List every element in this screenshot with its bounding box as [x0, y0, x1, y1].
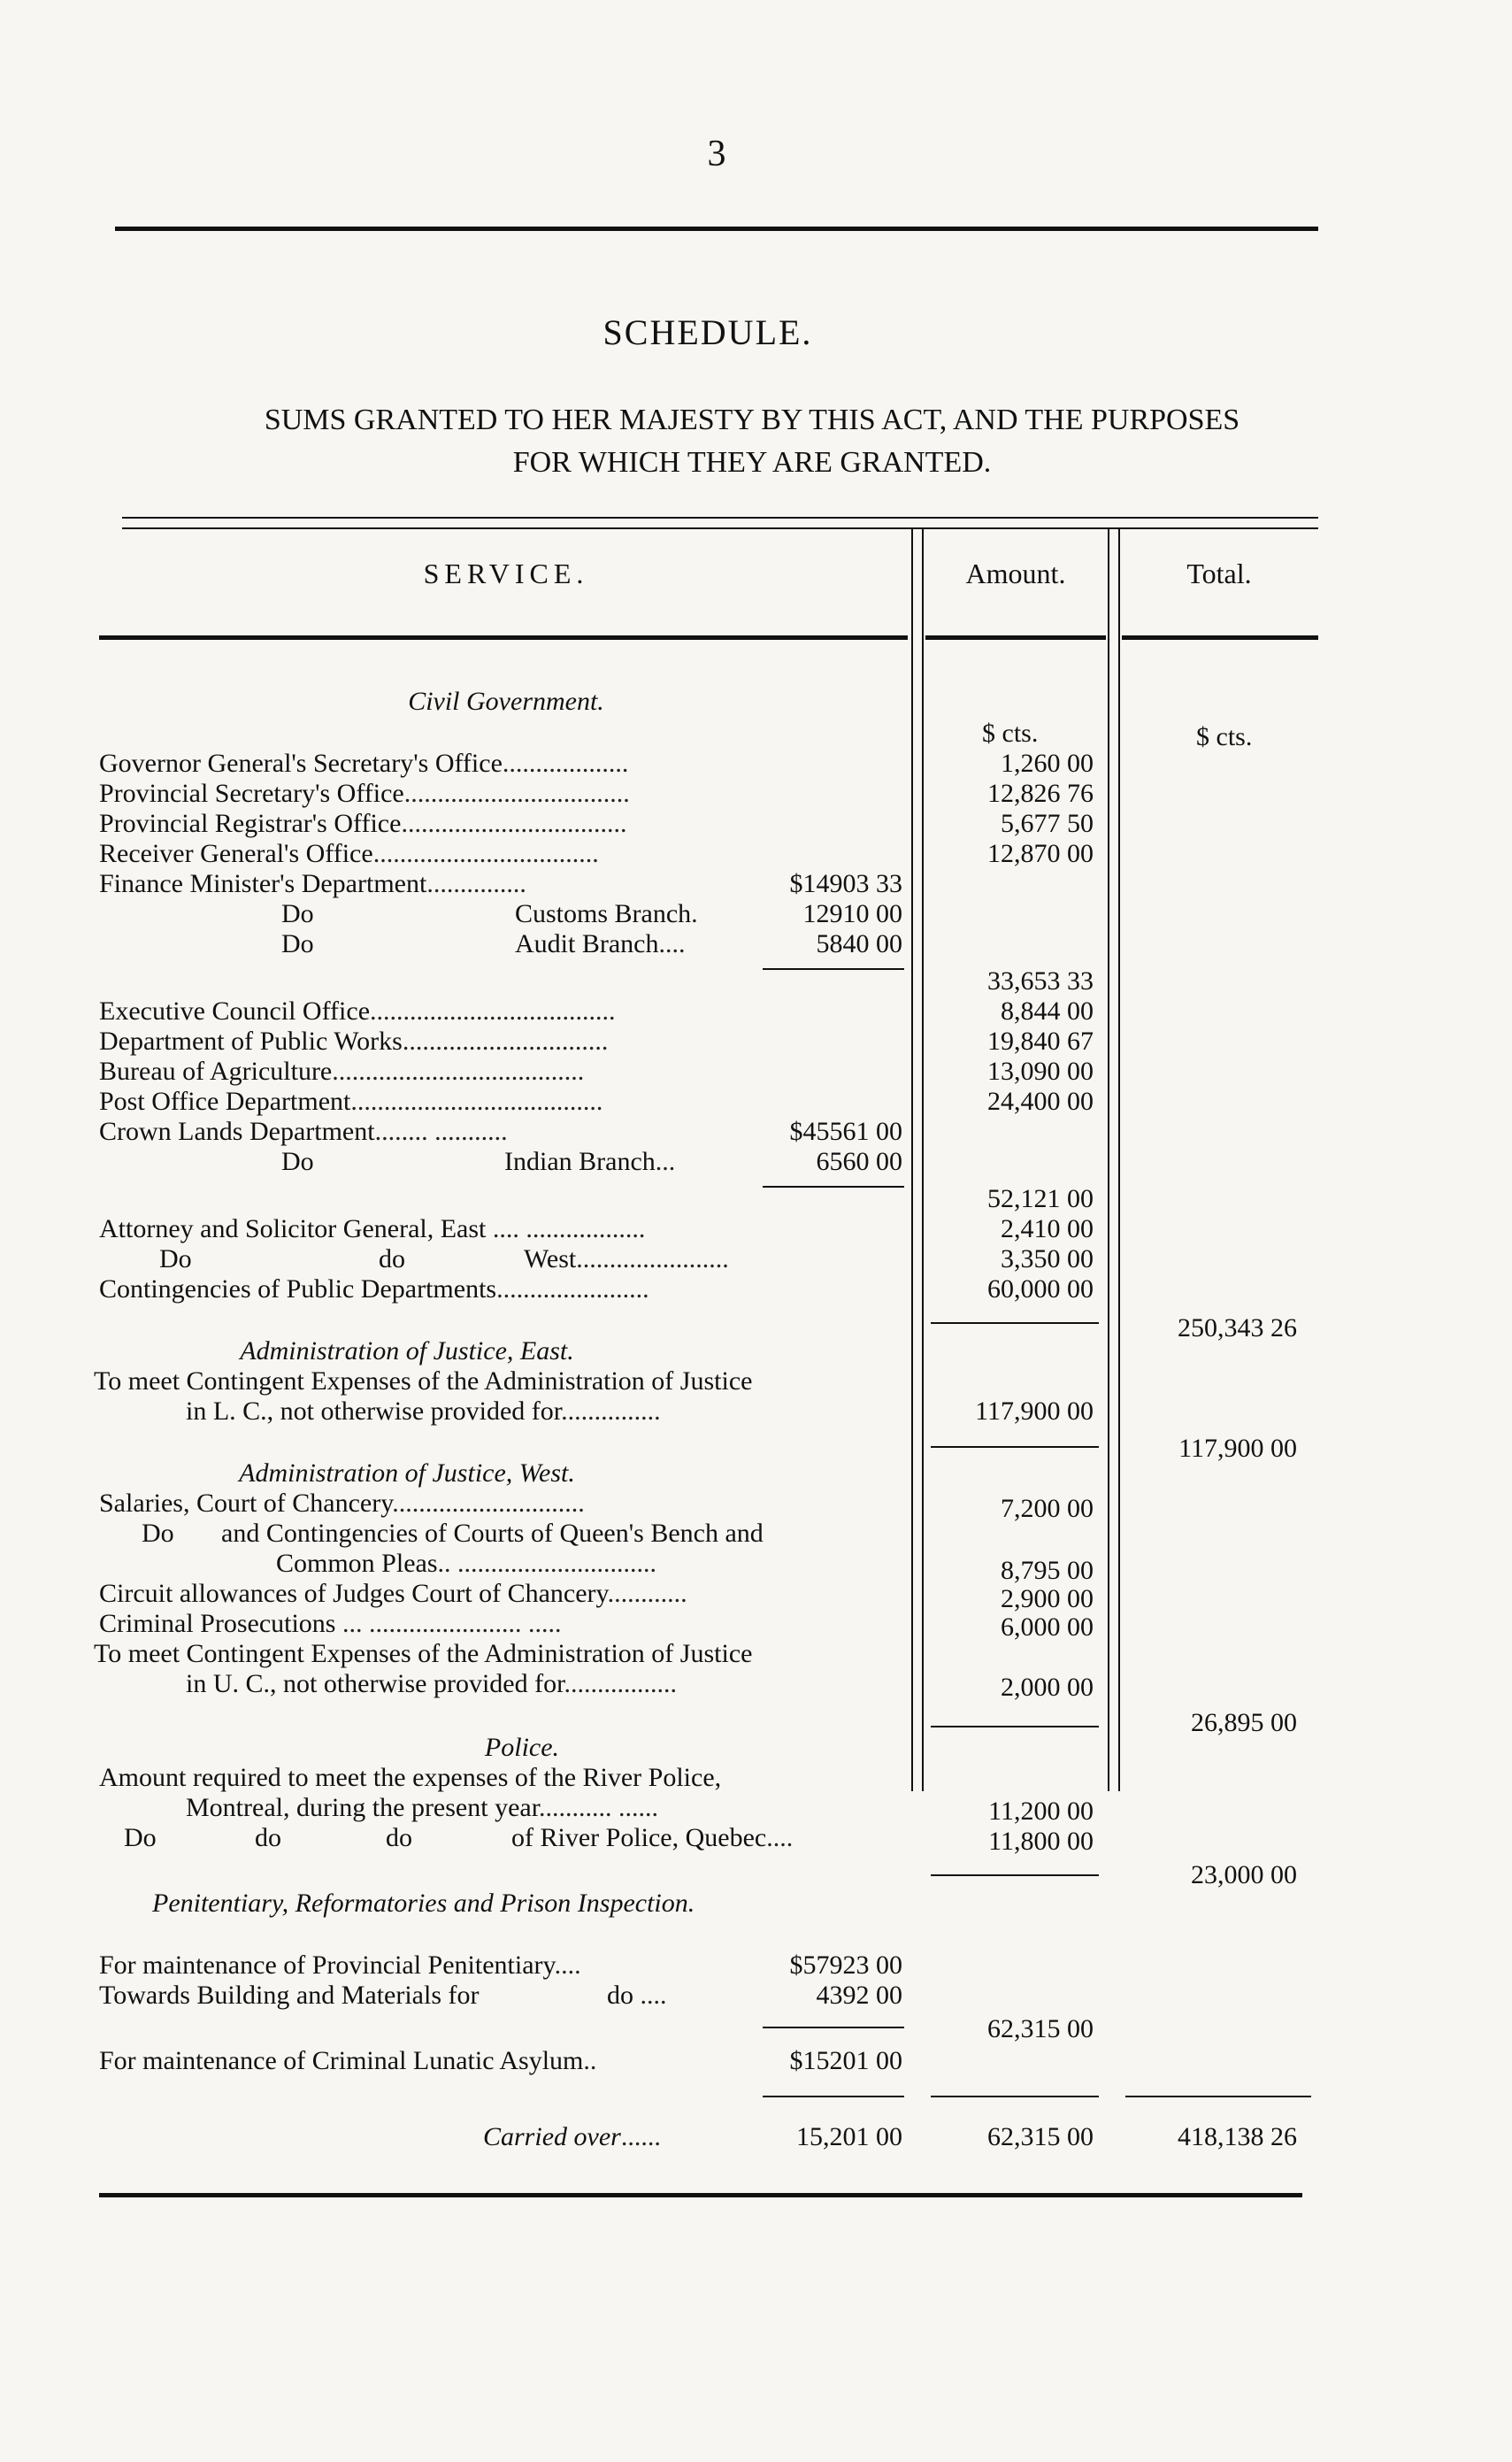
row-label: Provincial Secretary's Office..................................	[99, 779, 630, 808]
row-amount: 7,200 00	[1001, 1494, 1094, 1523]
section-total: 117,900 00	[1178, 1434, 1297, 1463]
row-amount: 2,000 00	[1001, 1673, 1094, 1702]
carried-over-amount: 62,315 00	[987, 2122, 1094, 2151]
row-label: Post Office Department......................................	[99, 1087, 603, 1116]
row-label: Attorney and Solicitor General, East .... ..................	[99, 1214, 646, 1243]
row-amount: 13,090 00	[987, 1057, 1094, 1086]
row-label: Department of Public Works...............................	[99, 1027, 609, 1056]
row-amount: 3,350 00	[1001, 1244, 1094, 1273]
subtotal-rule	[763, 968, 904, 970]
row-amount: 24,400 00	[987, 1087, 1094, 1116]
carried-rule-total	[1125, 2096, 1311, 2097]
amount-total-rule	[931, 1874, 1099, 1876]
row-label: Executive Council Office.....................................	[99, 996, 616, 1026]
amount-units: $ cts.	[982, 719, 1039, 748]
section-total: 26,895 00	[1191, 1708, 1297, 1737]
row-do: do	[255, 1823, 281, 1852]
page-number: 3	[707, 134, 726, 174]
row-amount: 8,844 00	[1001, 996, 1094, 1026]
row-subamount: 5840 00	[816, 929, 902, 958]
row-do: Do	[281, 1147, 314, 1176]
amount-total-rule	[931, 1446, 1099, 1448]
section-civil-government: Civil Government.	[408, 687, 604, 716]
row-do: Do	[124, 1823, 157, 1852]
row-amount: 52,121 00	[987, 1184, 1094, 1213]
row-subamount: $14903 33	[789, 869, 902, 898]
row-amount: 33,653 33	[987, 966, 1094, 996]
table-top-rule-2	[122, 527, 1318, 529]
row-label: For maintenance of Provincial Penitentiary....	[99, 1950, 581, 1980]
row-label: Amount required to meet the expenses of the River Police,	[99, 1763, 722, 1792]
row-label: Governor General's Secretary's Office...................	[99, 749, 629, 778]
row-label: To meet Contingent Expenses of the Administration of Justice	[94, 1639, 753, 1668]
row-amount: 8,795 00	[1001, 1556, 1094, 1585]
row-label: To meet Contingent Expenses of the Administration of Justice	[94, 1366, 753, 1396]
amount-total-rule	[931, 1322, 1099, 1324]
row-label: Criminal Prosecutions ... ....................... .....	[99, 1609, 562, 1638]
header-rule-total	[1122, 635, 1318, 640]
row-label: Customs Branch.	[515, 899, 698, 928]
row-subamount: 4392 00	[816, 1981, 902, 2010]
row-amount: 5,677 50	[1001, 809, 1094, 838]
row-label: of River Police, Quebec....	[511, 1823, 794, 1852]
row-subamount: $57923 00	[789, 1950, 902, 1980]
row-subamount: $15201 00	[789, 2046, 902, 2075]
service-header: SERVICE.	[423, 558, 589, 589]
carried-over-total: 418,138 26	[1178, 2122, 1297, 2151]
table-top-rule-1	[122, 517, 1318, 519]
row-amount: 62,315 00	[987, 2014, 1094, 2043]
row-label: Bureau of Agriculture......................................	[99, 1057, 585, 1086]
row-do: Do	[159, 1244, 192, 1273]
row-do: do	[379, 1244, 405, 1273]
row-amount: 11,200 00	[988, 1796, 1094, 1826]
schedule-title: SCHEDULE.	[602, 312, 813, 352]
row-label-continued: in L. C., not otherwise provided for...............	[186, 1396, 661, 1426]
header-rule-service	[99, 635, 908, 640]
row-label: Circuit allowances of Judges Court of Chancery............	[99, 1579, 687, 1608]
row-amount: 6,000 00	[1001, 1612, 1094, 1642]
row-amount: 60,000 00	[987, 1274, 1094, 1304]
carried-rule-amount	[931, 2096, 1099, 2097]
section-police: Police.	[484, 1733, 560, 1762]
row-label: For maintenance of Criminal Lunatic Asylum..	[99, 2046, 597, 2075]
row-label: Crown Lands Department........ ...........	[99, 1117, 508, 1146]
col-divider-1b	[922, 529, 924, 1791]
amount-total-rule	[931, 1726, 1099, 1727]
total-units: $ cts.	[1196, 722, 1253, 751]
row-amount: 2,410 00	[1001, 1214, 1094, 1243]
col-divider-2b	[1118, 529, 1120, 1791]
row-label: Provincial Registrar's Office..................................	[99, 809, 627, 838]
row-do: Do	[142, 1519, 174, 1548]
top-rule	[115, 227, 1318, 231]
section-total: 250,343 26	[1178, 1313, 1297, 1343]
row-amount: 2,900 00	[1001, 1584, 1094, 1613]
row-label-continued: in U. C., not otherwise provided for.................	[186, 1669, 677, 1698]
section-penitentiary: Penitentiary, Reformatories and Prison Inspection.	[152, 1889, 695, 1918]
row-label-continued: Common Pleas.. ..............................	[276, 1549, 657, 1578]
total-header: Total.	[1186, 558, 1252, 589]
row-label-continued: Montreal, during the present year........... ......	[186, 1793, 659, 1822]
row-do: Do	[281, 929, 314, 958]
carried-over-subamount: 15,201 00	[796, 2122, 902, 2151]
header-rule-amount	[925, 635, 1106, 640]
row-subamount: 6560 00	[816, 1147, 902, 1176]
col-divider-1a	[911, 529, 913, 1791]
row-label: Towards Building and Materials for	[99, 1981, 480, 2010]
row-label: West.......................	[524, 1244, 729, 1273]
row-amount: 1,260 00	[1001, 749, 1094, 778]
col-divider-2a	[1108, 529, 1109, 1791]
subtotal-rule	[763, 1186, 904, 1188]
row-do: do ....	[607, 1981, 667, 2010]
amount-header: Amount.	[965, 558, 1066, 589]
row-subamount: 12910 00	[802, 899, 902, 928]
row-label: Receiver General's Office..................................	[99, 839, 599, 868]
row-do: do	[386, 1823, 412, 1852]
subtotal-rule	[763, 2027, 904, 2028]
carried-rule-service	[763, 2096, 904, 2097]
subtitle-line-2: FOR WHICH THEY ARE GRANTED.	[512, 446, 992, 479]
row-amount: 19,840 67	[987, 1027, 1094, 1056]
row-amount: 11,800 00	[988, 1827, 1094, 1856]
section-admin-east: Administration of Justice, East.	[240, 1336, 574, 1366]
row-amount: 117,900 00	[975, 1396, 1094, 1426]
row-label: Finance Minister's Department...............	[99, 869, 526, 898]
bottom-rule	[99, 2193, 1302, 2197]
row-label: Contingencies of Public Departments.......................	[99, 1274, 649, 1304]
section-admin-west: Administration of Justice, West.	[239, 1458, 575, 1488]
carried-over-label: Carried over......	[483, 2122, 661, 2151]
row-do: Do	[281, 899, 314, 928]
subtitle-line-1: SUMS GRANTED TO HER MAJESTY BY THIS ACT, AND THE PURPOSES	[264, 404, 1240, 436]
section-total: 23,000 00	[1191, 1860, 1297, 1889]
row-subamount: $45561 00	[789, 1117, 902, 1146]
row-amount: 12,826 76	[987, 779, 1094, 808]
row-amount: 12,870 00	[987, 839, 1094, 868]
row-label: Indian Branch...	[504, 1147, 676, 1176]
row-label: and Contingencies of Courts of Queen's Bench and	[221, 1519, 764, 1548]
row-label: Salaries, Court of Chancery.............................	[99, 1489, 585, 1518]
row-label: Audit Branch....	[515, 929, 686, 958]
